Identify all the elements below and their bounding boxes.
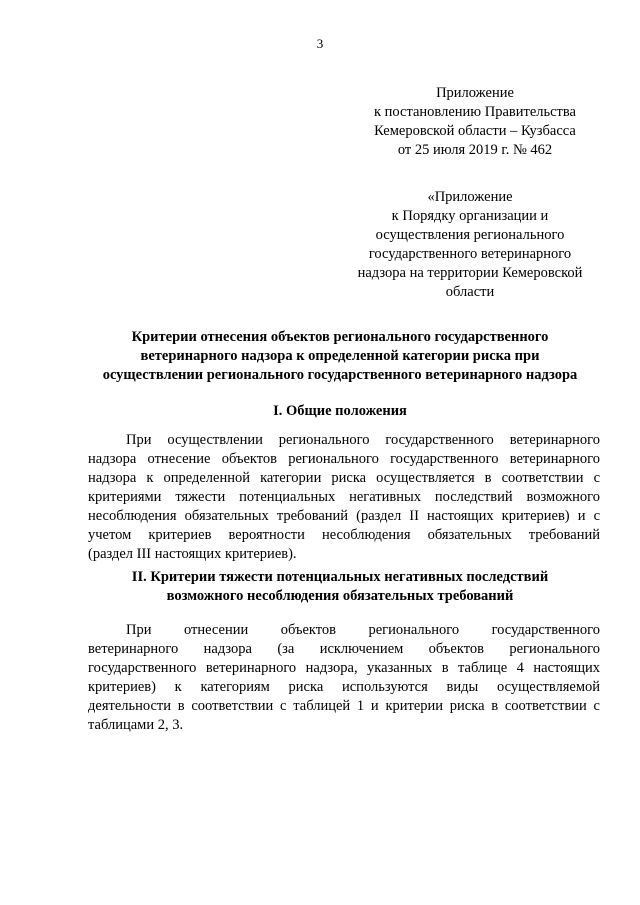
paragraph-line: учетом критериев вероятности несоблюдения обязательных требований (88, 527, 600, 543)
section-2-heading-line: возможного несоблюдения обязательных требований (166, 588, 514, 604)
paragraph-line: надзора отнесение объектов регионального государственного ветеринарного (88, 451, 600, 467)
paragraph-line: При отнесении объектов регионального государственного (126, 622, 600, 638)
section-1-paragraph (88, 431, 600, 564)
order-appendix-header (335, 188, 605, 302)
appendix-header-line: от 25 июля 2019 г. № 462 (397, 142, 553, 158)
appendix-header-line: Кемеровской области – Кузбасса (374, 123, 576, 139)
order-appendix-line: области (445, 284, 495, 300)
section-2-heading (80, 568, 600, 606)
order-appendix-line: осуществления регионального (375, 227, 565, 243)
paragraph-line: (раздел III настоящих критериев). (88, 546, 297, 562)
paragraph-line: таблицами 2, 3. (88, 717, 184, 733)
appendix-header (350, 84, 600, 160)
section-2-heading-line: II. Критерии тяжести потенциальных негативных последствий (131, 569, 549, 585)
paragraph-line: государственного ветеринарного надзора, указанных в таблице 4 настоящих (88, 660, 600, 676)
paragraph-line: ветеринарного надзора (за исключением объектов регионального (88, 641, 600, 657)
document-title-line: осуществлении регионального государственного ветеринарного надзора (102, 367, 578, 383)
section-1-heading (80, 402, 600, 421)
paragraph-line: несоблюдения обязательных требований (раздел II настоящих критериев) и с (88, 508, 600, 524)
order-appendix-line: к Порядку организации и (391, 208, 549, 224)
section-2-paragraph (88, 621, 600, 735)
appendix-header-line: Приложение (436, 85, 514, 101)
paragraph-line: критериями тяжести потенциальных негативных последствий возможного (88, 489, 600, 505)
paragraph-line: деятельности в соответствии с таблицей 1 и критерии риска в соответствии с (88, 698, 600, 714)
paragraph-line: надзора к определенной категории риска осуществляется в соответствии с (88, 470, 600, 486)
section-1-heading-text: I. Общие положения (273, 403, 407, 419)
document-title (80, 328, 600, 385)
paragraph-line: При осуществлении регионального государственного ветеринарного (126, 432, 600, 448)
page-number: 3 (316, 36, 324, 51)
paragraph-line: критериев) к категориям риска используются виды осуществляемой (88, 679, 600, 695)
order-appendix-line: государственного ветеринарного (368, 246, 572, 262)
document-title-line: ветеринарного надзора к определенной категории риска при (140, 348, 540, 364)
order-appendix-line: «Приложение (427, 189, 513, 205)
order-appendix-line: надзора на территории Кемеровской (357, 265, 583, 281)
document-title-line: Критерии отнесения объектов регионального государственного (131, 329, 549, 345)
appendix-header-line: к постановлению Правительства (374, 104, 576, 120)
